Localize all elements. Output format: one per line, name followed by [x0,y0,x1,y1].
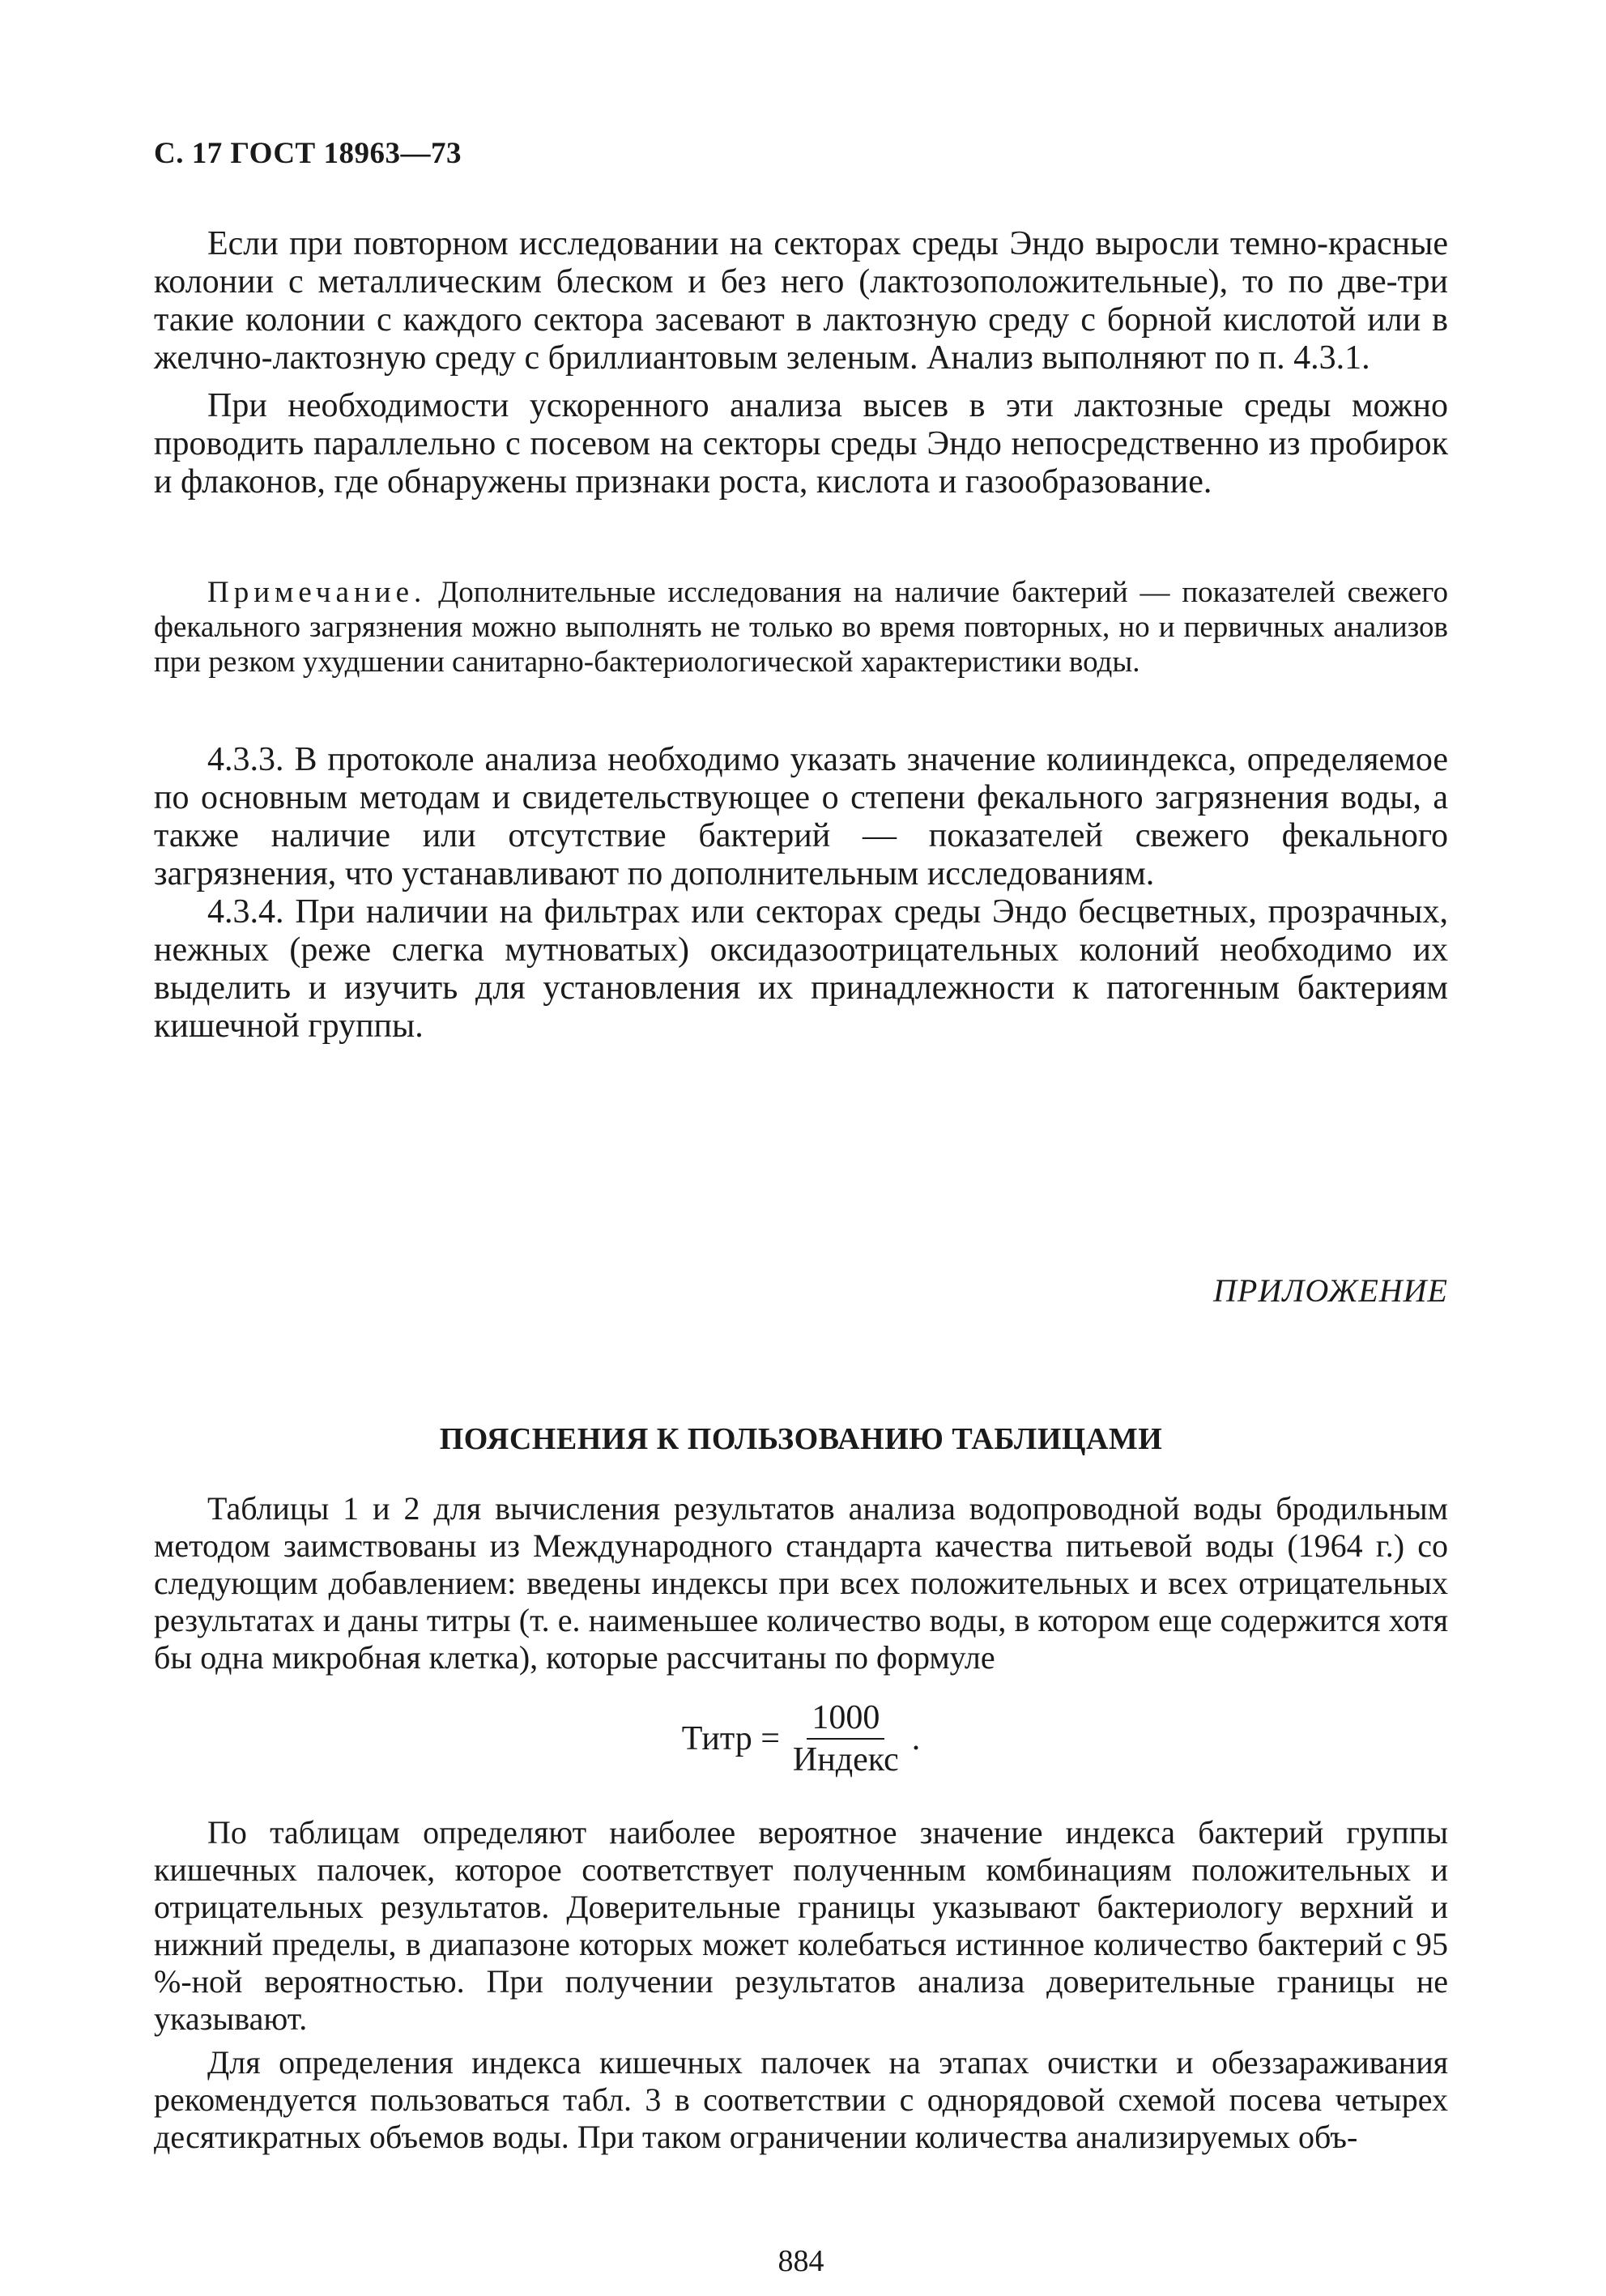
appendix-label: ПРИЛОЖЕНИЕ [1213,1272,1448,1309]
formula-fraction [788,1699,904,1778]
document-page [154,0,1448,2296]
paragraph: Таблицы 1 и 2 для вычисления результатов анализа водопроводной воды бродильным методом заимствованы из Международного стандарта качества питьевой воды (1964 г.) со следующим добавлением: введены индексы при всех положительных и всех отрицательных результатах и даны титры (т. е. наименьшее количество воды, в котором еще содержится хотя бы одна микробная клетка), которые рассчитаны по формуле [154,1490,1448,1676]
text-block-bottom [154,1814,1448,2156]
section-title: ПОЯСНЕНИЯ К ПОЛЬЗОВАНИЮ ТАБЛИЦАМИ [439,1422,1163,1456]
paragraph: 4.3.4. При наличии на фильтрах или секторах среды Эндо бесцветных, прозрачных, нежных (реже слегка мутноватых) оксидазоотрицательных колоний необходимо их выделить и изучить для установления их принадлежности к патогенным бактериям кишечной группы. [154,893,1448,1045]
formula-tail: . [911,1720,921,1757]
page-header: С. 17 ГОСТ 18963—73 [154,137,462,170]
paragraph: По таблицам определяют наиболее вероятное значение индекса бактерий группы кишечных палочек, которое соответствует полученным комбинациям положительных и отрицательных результатов. Доверительные границы указывают бактериологу верхний и нижний пределы, в диапазоне которых может колебаться истинное количество бактерий с 95 %-ной вероятностью. При получении результатов анализа доверительные границы не указывают. [154,1814,1448,2037]
paragraph: Для определения индекса кишечных палочек на этапах очистки и обеззараживания рекомендуется пользоваться табл. 3 в соответствии с однорядовой схемой посева четырех десятикратных объемов воды. При таком ограничении количества анализируемых объ- [154,2044,1448,2155]
note-paragraph [154,575,1448,679]
text-block-top [154,225,1448,501]
formula-denominator: Индекс [792,1741,899,1778]
intro-block [154,1490,1448,1676]
text-block-middle [154,741,1448,1046]
paragraph: Если при повторном исследовании на секторах среды Эндо выросли темно-красные колонии с металлическим блеском и без него (лактозоположительные), то по две-три такие колонии с каждого сектора засевают в лактозную среду с борной кислотой или в желчно-лактозную среду с бриллиантовым зеленым. Анализ выполняют по п. 4.3.1. [154,225,1448,377]
note-text: Дополнительные исследования на наличие бактерий — показателей свежего фекального загрязнения можно выполнять не только во время повторных, но и первичных анализов при резком ухудшении санитарно-бактериологической характеристики воды. [154,576,1448,679]
paragraph: 4.3.3. В протоколе анализа необходимо указать значение колииндекса, определяемое по основным методам и свидетельствующее о степени фекального загрязнения воды, а также наличие или отсутствие бактерий — показателей свежего фекального загрязнения, что устанавливают по дополнительным исследованиям. [154,741,1448,892]
formula-numerator: 1000 [807,1699,884,1740]
page-number: 884 [777,2244,824,2278]
formula-lhs: Титр = [681,1720,780,1757]
paragraph: При необходимости ускоренного анализа высев в эти лактозные среды можно проводить параллельно с посевом на секторы среды Эндо непосредственно из пробирок и флаконов, где обнаружены признаки роста, кислота и газообразование. [154,387,1448,501]
titer-formula [154,1699,1448,1778]
note-block [154,575,1448,679]
note-label: Примечание. [207,576,427,609]
